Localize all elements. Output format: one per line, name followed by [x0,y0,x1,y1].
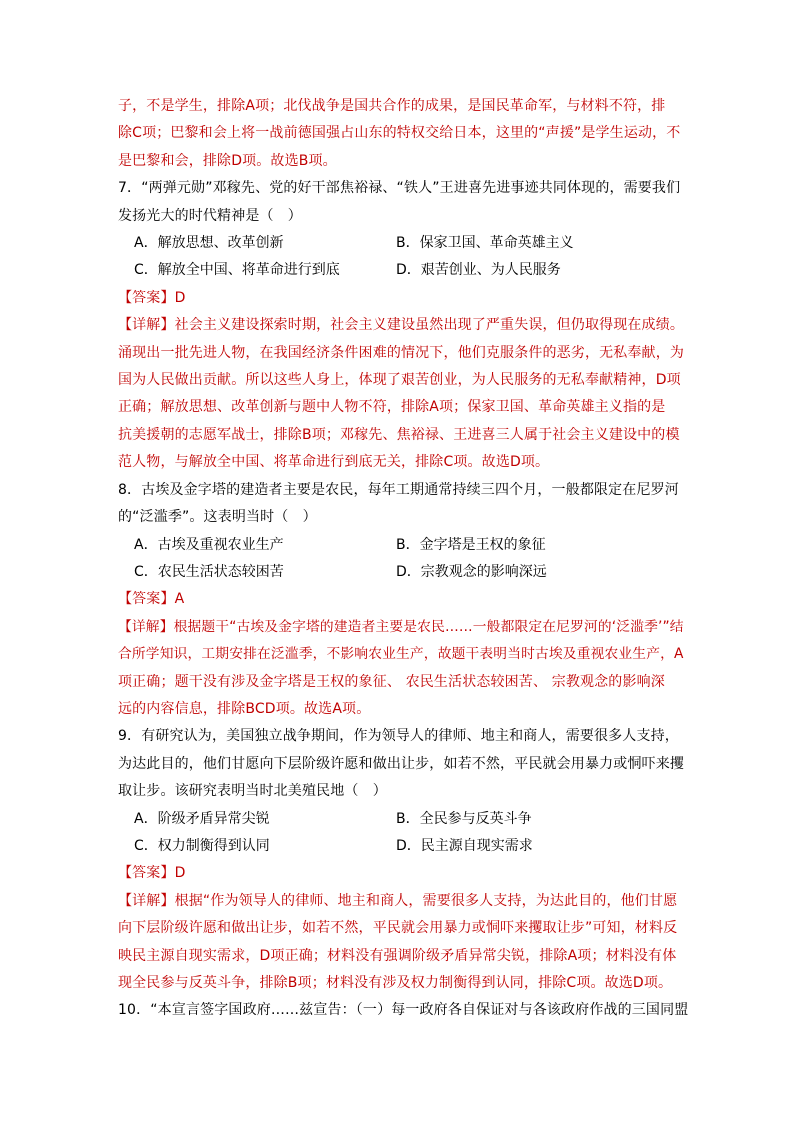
q7-explanation-line-6: 范人物，与解放全中国、将革命进行到底无关，排除C项。故选D项。 [118,454,550,471]
q7-explanation-line-1: 【详解】社会主义建设探索时期，社会主义建设虽然出现了严重失误，但仍取得现在成绩。 [118,317,684,334]
q7-option-a: A．解放思想、改革创新 [134,235,284,252]
q7-explanation-line-5: 抗美援朝的志愿军战士，排除B项；邓稼先、焦裕禄、王进喜三人属于社会主义建设中的模 [118,426,680,443]
q7-option-d: D．艰苦创业、为人民服务 [396,262,561,279]
q9-stem-line-2: 为达此目的，他们甘愿向下层阶级许愿和做出让步，如若不然，平民就会用暴力或恫吓来攫 [118,755,684,772]
q8-stem-line-2: 的“泛滥季”。这表明当时（ ） [118,509,317,526]
q9-options-row-1 [118,806,690,833]
q8-explanation-line-3: 项正确；题干没有涉及金字塔是王权的象征、 农民生活状态较困苦、 宗教观念的影响深 [118,673,665,690]
q9-option-d: D．民主源自现实需求 [396,837,533,854]
q7-explanation-line-2: 涌现出一批先进人物，在我国经济条件困难的情况下，他们克服条件的恶劣，无私奉献，为 [118,344,684,361]
q9-explanation-line-2: 向下层阶级许愿和做出让步，如若不然，平民就会用暴力或恫吓来攫取让步”可知，材料反 [118,920,678,937]
q8-option-d: D．宗教观念的影响深远 [396,563,547,580]
q8-option-b: B．金字塔是王权的象征 [396,536,546,553]
q8-answer: 【答案】A [118,591,185,608]
q9-explanation-line-4: 现全民参与反英斗争，排除B项；材料没有涉及权力制衡得到认同，排除C项。故选D项。 [118,975,673,991]
q8-explanation-line-2: 合所学知识，工期安排在泛滥季，不影响农业生产，故题干表明当时古埃及重视农业生产，A [118,646,684,663]
q9-stem-line-1: 9．有研究认为，美国独立战争期间，作为领导人的律师、地主和商人，需要很多人支持， [118,728,679,745]
q9-explanation-line-3: 映民主源自现实需求，D项正确；材料没有强调阶级矛盾异常尖锐，排除A项；材料没有体 [118,947,677,964]
q7-options-row-2 [118,257,690,284]
q8-options-row-1 [118,532,690,559]
q9-options-row-2 [118,833,690,860]
q7-options-row-1 [118,230,690,257]
document-page [118,93,690,1025]
q8-stem-line-1: 8．古埃及金字塔的建造者主要是农民，每年工期通常持续三四个月，一般都限定在尼罗河 [118,481,679,498]
q7-explanation-line-4: 正确；解放思想、改革创新与题中人物不符，排除A项；保家卫国、革命英雄主义指的是 [118,399,666,416]
q6-explanation-line-2: 除C项；巴黎和会上将一战前德国强占山东的特权交给日本，这里的“声援”是学生运动，不 [118,125,681,142]
q7-stem-line-1: 7．“两弹元勋”邓稼先、党的好干部焦裕禄、“铁人”王进喜先进事迹共同体现的，需要我们 [118,180,681,197]
q7-option-b: B．保家卫国、革命英雄主义 [396,235,574,252]
q8-options-row-2 [118,559,690,586]
q9-option-a: A．阶级矛盾异常尖锐 [134,810,270,827]
q7-option-c: C．解放全中国、将革命进行到底 [134,262,340,279]
q7-answer: 【答案】D [118,289,186,306]
q7-explanation-line-3: 国为人民做出贡献。所以这些人身上，体现了艰苦创业，为人民服务的无私奉献精神，D项 [118,372,681,389]
q6-explanation-line-3: 是巴黎和会，排除D项。故选B项。 [118,152,337,169]
q8-option-c: C．农民生活状态较困苦 [134,563,284,580]
q8-explanation-line-4: 远的内容信息，排除BCD项。故选A项。 [118,700,371,717]
q9-stem-line-3: 取让步。该研究表明当时北美殖民地（ ） [118,783,387,800]
q7-stem-line-2: 发扬光大的时代精神是（ ） [118,207,302,224]
q9-option-c: C．权力制衡得到认同 [134,837,270,854]
q10-stem-line-1: 10．“本宣言签字国政府……兹宣告：（一）每一政府各自保证对与各该政府作战的三国同盟 [118,1002,689,1019]
q8-option-a: A．古埃及重视农业生产 [134,536,284,553]
q9-explanation-line-1: 【详解】根据“作为领导人的律师、地主和商人，需要很多人支持，为达此目的，他们甘愿 [118,892,678,909]
q9-option-b: B．全民参与反英斗争 [396,810,532,827]
q6-explanation-line-1: 子，不是学生，排除A项；北伐战争是国共合作的成果，是国民革命军，与材料不符，排 [118,98,666,114]
q8-explanation-line-1: 【详解】根据题干“古埃及金字塔的建造者主要是农民……一般都限定在尼罗河的‘泛滥季’”结 [118,618,684,635]
q9-answer: 【答案】D [118,865,186,882]
